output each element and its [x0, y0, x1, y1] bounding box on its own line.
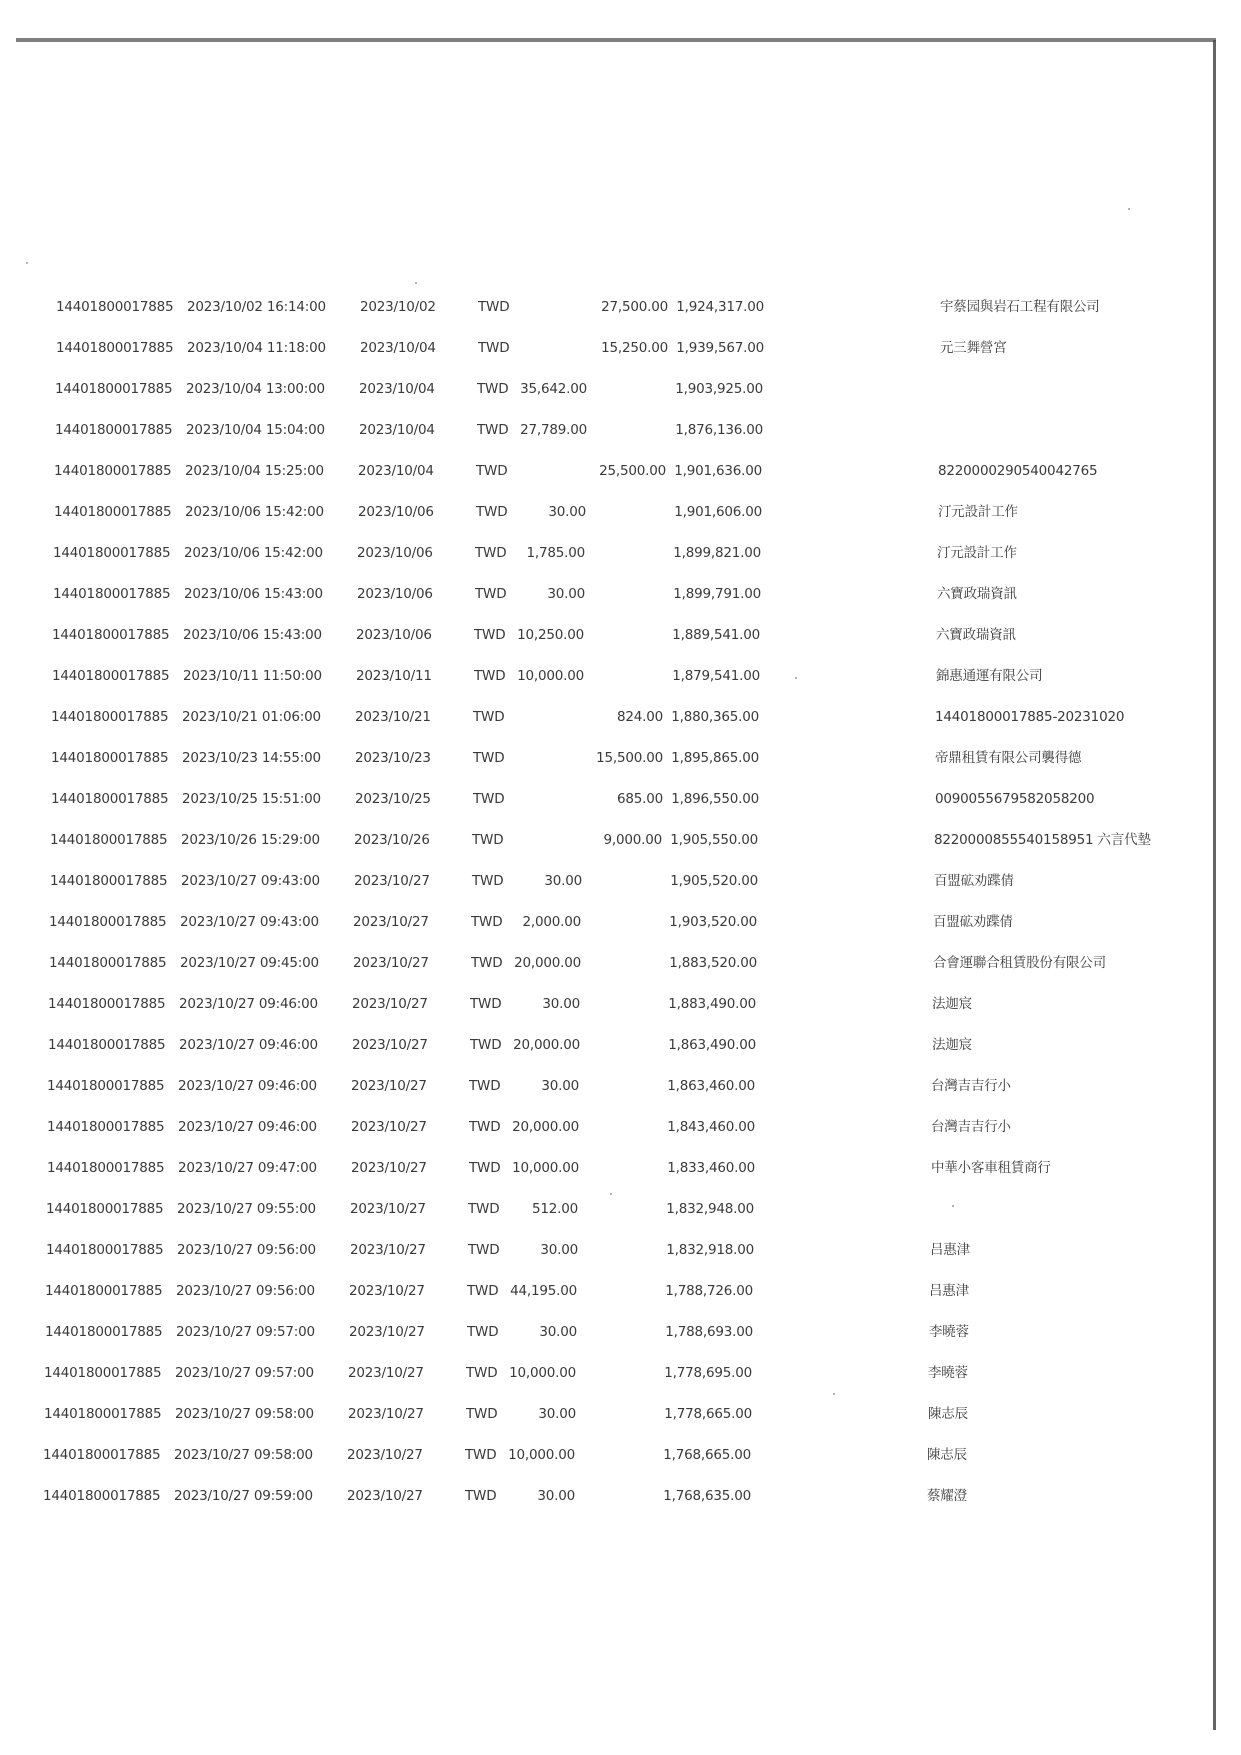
value-date-cell: 2023/10/27 [347, 1447, 423, 1463]
withdrawal-amount-cell: 30.00 [542, 996, 580, 1012]
transaction-time-cell: 2023/10/27 09:46:00 [179, 1037, 318, 1053]
scan-speck [26, 262, 28, 264]
currency-cell: TWD [471, 914, 503, 930]
account-number-cell: 14401800017885 [46, 1242, 164, 1258]
currency-cell: TWD [469, 1078, 501, 1094]
table-row [0, 1312, 1230, 1353]
account-number-cell: 14401800017885 [47, 1078, 165, 1094]
memo-cell: 14401800017885-20231020 [935, 709, 1125, 725]
transaction-time-cell: 2023/10/27 09:43:00 [180, 914, 319, 930]
withdrawal-amount-cell: 30.00 [539, 1324, 577, 1340]
currency-cell: TWD [474, 627, 506, 643]
table-row [0, 943, 1234, 984]
value-date-cell: 2023/10/04 [358, 463, 434, 479]
balance-cell: 1,905,520.00 [670, 873, 758, 889]
currency-cell: TWD [466, 1406, 498, 1422]
transaction-time-cell: 2023/10/27 09:58:00 [174, 1447, 313, 1463]
memo-cell: 百盟砿劝蹀倩 [934, 873, 1014, 889]
transaction-table [0, 287, 1241, 1517]
balance-cell: 1,901,636.00 [674, 463, 762, 479]
withdrawal-amount-cell: 512.00 [531, 1201, 578, 1217]
account-number-cell: 14401800017885 [52, 627, 170, 643]
balance-cell: 1,895,865.00 [671, 750, 759, 766]
transaction-time-cell: 2023/10/27 09:43:00 [181, 873, 320, 889]
table-row [0, 615, 1237, 656]
balance-cell: 1,778,695.00 [664, 1365, 752, 1381]
currency-cell: TWD [478, 299, 510, 315]
value-date-cell: 2023/10/27 [351, 1119, 427, 1135]
deposit-amount-cell: 824.00 [616, 709, 663, 725]
balance-cell: 1,905,550.00 [670, 832, 758, 848]
currency-cell: TWD [467, 1324, 499, 1340]
currency-cell: TWD [477, 381, 509, 397]
account-number-cell: 14401800017885 [43, 1488, 161, 1504]
currency-cell: TWD [474, 668, 506, 684]
balance-cell: 1,833,460.00 [667, 1160, 755, 1176]
transaction-time-cell: 2023/10/04 15:04:00 [186, 422, 325, 438]
value-date-cell: 2023/10/27 [348, 1406, 424, 1422]
table-row [0, 656, 1237, 697]
balance-cell: 1,863,460.00 [667, 1078, 755, 1094]
transaction-time-cell: 2023/10/27 09:57:00 [175, 1365, 314, 1381]
account-number-cell: 14401800017885 [43, 1447, 161, 1463]
value-date-cell: 2023/10/27 [352, 1037, 428, 1053]
currency-cell: TWD [469, 1119, 501, 1135]
transaction-time-cell: 2023/10/04 15:25:00 [185, 463, 324, 479]
currency-cell: TWD [476, 504, 508, 520]
currency-cell: TWD [478, 340, 510, 356]
account-number-cell: 14401800017885 [51, 709, 169, 725]
table-row [0, 1066, 1232, 1107]
scan-speck [1128, 208, 1130, 210]
transaction-time-cell: 2023/10/02 16:14:00 [187, 299, 326, 315]
account-number-cell: 14401800017885 [56, 299, 174, 315]
memo-cell: 法迦宸 [932, 1037, 972, 1053]
memo-cell: 李曉蓉 [928, 1365, 968, 1381]
withdrawal-amount-cell: 35,642.00 [520, 381, 587, 397]
deposit-amount-cell: 25,500.00 [599, 463, 666, 479]
transaction-time-cell: 2023/10/04 11:18:00 [187, 340, 326, 356]
withdrawal-amount-cell: 1,785.00 [526, 545, 585, 561]
memo-cell: 蔡耀澄 [927, 1488, 967, 1504]
value-date-cell: 2023/10/23 [355, 750, 431, 766]
transaction-time-cell: 2023/10/21 01:06:00 [182, 709, 321, 725]
withdrawal-amount-cell: 10,000.00 [509, 1365, 576, 1381]
balance-cell: 1,788,726.00 [665, 1283, 753, 1299]
transaction-time-cell: 2023/10/06 15:42:00 [184, 545, 323, 561]
table-row [0, 369, 1240, 410]
memo-cell: 8220000290540042765 [938, 463, 1098, 479]
currency-cell: TWD [477, 422, 509, 438]
transaction-time-cell: 2023/10/27 09:55:00 [177, 1201, 316, 1217]
table-row [0, 410, 1240, 451]
table-row [0, 1230, 1231, 1271]
transaction-time-cell: 2023/10/27 09:47:00 [178, 1160, 317, 1176]
balance-cell: 1,889,541.00 [672, 627, 760, 643]
value-date-cell: 2023/10/27 [350, 1242, 426, 1258]
account-number-cell: 14401800017885 [48, 996, 166, 1012]
value-date-cell: 2023/10/27 [352, 996, 428, 1012]
table-row [0, 328, 1241, 369]
currency-cell: TWD [466, 1365, 498, 1381]
balance-cell: 1,880,365.00 [671, 709, 759, 725]
transaction-time-cell: 2023/10/27 09:59:00 [174, 1488, 313, 1504]
value-date-cell: 2023/10/04 [359, 422, 435, 438]
withdrawal-amount-cell: 30.00 [548, 504, 586, 520]
transaction-time-cell: 2023/10/06 15:42:00 [185, 504, 324, 520]
account-number-cell: 14401800017885 [53, 586, 171, 602]
currency-cell: TWD [469, 1160, 501, 1176]
value-date-cell: 2023/10/04 [360, 340, 436, 356]
currency-cell: TWD [465, 1447, 497, 1463]
memo-cell: 陳志辰 [928, 1406, 968, 1422]
balance-cell: 1,778,665.00 [664, 1406, 752, 1422]
scan-speck [415, 282, 417, 284]
balance-cell: 1,939,567.00 [676, 340, 764, 356]
memo-cell: 合會運聯合租賃股份有限公司 [933, 955, 1106, 971]
account-number-cell: 14401800017885 [47, 1160, 165, 1176]
account-number-cell: 14401800017885 [56, 340, 174, 356]
account-number-cell: 14401800017885 [45, 1324, 163, 1340]
withdrawal-amount-cell: 20,000.00 [513, 1037, 580, 1053]
table-row [0, 1353, 1229, 1394]
deposit-amount-cell: 685.00 [616, 791, 663, 807]
table-row [0, 287, 1241, 328]
table-row [0, 820, 1235, 861]
value-date-cell: 2023/10/06 [358, 504, 434, 520]
table-row [0, 779, 1236, 820]
transaction-time-cell: 2023/10/06 15:43:00 [184, 586, 323, 602]
account-number-cell: 14401800017885 [51, 750, 169, 766]
transaction-time-cell: 2023/10/27 09:46:00 [178, 1119, 317, 1135]
account-number-cell: 14401800017885 [51, 791, 169, 807]
transaction-time-cell: 2023/10/27 09:46:00 [179, 996, 318, 1012]
account-number-cell: 14401800017885 [50, 873, 168, 889]
account-number-cell: 14401800017885 [45, 1283, 163, 1299]
account-number-cell: 14401800017885 [53, 545, 171, 561]
withdrawal-amount-cell: 20,000.00 [512, 1119, 579, 1135]
table-row [0, 1476, 1228, 1517]
value-date-cell: 2023/10/27 [349, 1324, 425, 1340]
memo-cell: 六寶政瑞資訊 [936, 627, 1016, 643]
memo-cell: 宇蔡园與岩石工程有限公司 [940, 299, 1100, 315]
transaction-time-cell: 2023/10/27 09:56:00 [176, 1283, 315, 1299]
memo-cell: 李曉蓉 [929, 1324, 969, 1340]
memo-cell: 陳志辰 [927, 1447, 967, 1463]
memo-cell: 吕惠津 [930, 1242, 970, 1258]
balance-cell: 1,903,520.00 [669, 914, 757, 930]
currency-cell: TWD [470, 1037, 502, 1053]
value-date-cell: 2023/10/27 [348, 1365, 424, 1381]
memo-cell: 中華小客車租賃商行 [931, 1160, 1051, 1176]
value-date-cell: 2023/10/27 [351, 1160, 427, 1176]
withdrawal-amount-cell: 30.00 [537, 1488, 575, 1504]
table-row [0, 1148, 1232, 1189]
account-number-cell: 14401800017885 [55, 422, 173, 438]
transaction-time-cell: 2023/10/04 13:00:00 [186, 381, 325, 397]
value-date-cell: 2023/10/26 [354, 832, 430, 848]
currency-cell: TWD [472, 832, 504, 848]
value-date-cell: 2023/10/27 [351, 1078, 427, 1094]
deposit-amount-cell: 27,500.00 [601, 299, 668, 315]
balance-cell: 1,863,490.00 [668, 1037, 756, 1053]
account-number-cell: 14401800017885 [47, 1119, 165, 1135]
table-row [0, 861, 1235, 902]
memo-cell: 六寶政瑞資訊 [937, 586, 1017, 602]
withdrawal-amount-cell: 30.00 [541, 1078, 579, 1094]
withdrawal-amount-cell: 30.00 [538, 1406, 576, 1422]
transaction-time-cell: 2023/10/27 09:46:00 [178, 1078, 317, 1094]
currency-cell: TWD [473, 750, 505, 766]
balance-cell: 1,788,693.00 [665, 1324, 753, 1340]
balance-cell: 1,876,136.00 [675, 422, 763, 438]
value-date-cell: 2023/10/27 [353, 914, 429, 930]
balance-cell: 1,899,791.00 [673, 586, 761, 602]
table-row [0, 574, 1238, 615]
table-row [0, 1025, 1233, 1066]
withdrawal-amount-cell: 20,000.00 [514, 955, 581, 971]
account-number-cell: 14401800017885 [44, 1365, 162, 1381]
withdrawal-amount-cell: 10,000.00 [512, 1160, 579, 1176]
table-row [0, 738, 1236, 779]
table-row [0, 451, 1239, 492]
currency-cell: TWD [473, 791, 505, 807]
balance-cell: 1,879,541.00 [672, 668, 760, 684]
deposit-amount-cell: 15,250.00 [601, 340, 668, 356]
memo-cell: 吕惠津 [929, 1283, 969, 1299]
table-row [0, 697, 1236, 738]
currency-cell: TWD [471, 955, 503, 971]
memo-cell: 百盟砿劝蹀倩 [933, 914, 1013, 930]
table-row [0, 902, 1234, 943]
currency-cell: TWD [468, 1242, 500, 1258]
transaction-time-cell: 2023/10/27 09:45:00 [180, 955, 319, 971]
table-row [0, 1189, 1231, 1230]
account-number-cell: 14401800017885 [46, 1201, 164, 1217]
currency-cell: TWD [472, 873, 504, 889]
account-number-cell: 14401800017885 [54, 504, 172, 520]
memo-cell: 台灣吉吉行小 [931, 1119, 1011, 1135]
account-number-cell: 14401800017885 [54, 463, 172, 479]
balance-cell: 1,901,606.00 [674, 504, 762, 520]
transaction-time-cell: 2023/10/23 14:55:00 [182, 750, 321, 766]
value-date-cell: 2023/10/25 [355, 791, 431, 807]
table-row [0, 1107, 1232, 1148]
memo-cell: 帝鼎租賃有限公司襲得德 [935, 750, 1082, 766]
value-date-cell: 2023/10/02 [360, 299, 436, 315]
value-date-cell: 2023/10/06 [356, 627, 432, 643]
value-date-cell: 2023/10/11 [356, 668, 432, 684]
value-date-cell: 2023/10/27 [349, 1283, 425, 1299]
value-date-cell: 2023/10/27 [353, 955, 429, 971]
value-date-cell: 2023/10/06 [357, 586, 433, 602]
table-row [0, 1271, 1230, 1312]
account-number-cell: 14401800017885 [49, 914, 167, 930]
memo-cell: 元三舞營宮 [940, 340, 1007, 356]
value-date-cell: 2023/10/06 [357, 545, 433, 561]
value-date-cell: 2023/10/27 [347, 1488, 423, 1504]
balance-cell: 1,768,635.00 [663, 1488, 751, 1504]
currency-cell: TWD [470, 996, 502, 1012]
value-date-cell: 2023/10/27 [354, 873, 430, 889]
table-row [0, 984, 1233, 1025]
memo-cell: 汀元設計工作 [938, 504, 1018, 520]
transaction-time-cell: 2023/10/25 15:51:00 [182, 791, 321, 807]
balance-cell: 1,924,317.00 [676, 299, 764, 315]
transaction-time-cell: 2023/10/27 09:57:00 [176, 1324, 315, 1340]
memo-cell: 汀元設計工作 [937, 545, 1017, 561]
balance-cell: 1,832,948.00 [666, 1201, 754, 1217]
memo-cell: 8220000855540158951 六言代墊 [934, 832, 1151, 848]
currency-cell: TWD [465, 1488, 497, 1504]
withdrawal-amount-cell: 30.00 [544, 873, 582, 889]
currency-cell: TWD [475, 545, 507, 561]
withdrawal-amount-cell: 44,195.00 [510, 1283, 577, 1299]
account-number-cell: 14401800017885 [55, 381, 173, 397]
withdrawal-amount-cell: 30.00 [547, 586, 585, 602]
transaction-time-cell: 2023/10/26 15:29:00 [181, 832, 320, 848]
withdrawal-amount-cell: 2,000.00 [522, 914, 581, 930]
withdrawal-amount-cell: 10,000.00 [517, 668, 584, 684]
memo-cell: 錦惠通運有限公司 [936, 668, 1043, 684]
top-border-rule [16, 38, 1216, 42]
balance-cell: 1,903,925.00 [675, 381, 763, 397]
transaction-time-cell: 2023/10/11 11:50:00 [183, 668, 322, 684]
currency-cell: TWD [476, 463, 508, 479]
memo-cell: 台灣吉吉行小 [931, 1078, 1011, 1094]
currency-cell: TWD [475, 586, 507, 602]
balance-cell: 1,883,520.00 [669, 955, 757, 971]
balance-cell: 1,896,550.00 [671, 791, 759, 807]
balance-cell: 1,768,665.00 [663, 1447, 751, 1463]
value-date-cell: 2023/10/21 [355, 709, 431, 725]
withdrawal-amount-cell: 10,000.00 [508, 1447, 575, 1463]
transaction-time-cell: 2023/10/06 15:43:00 [183, 627, 322, 643]
balance-cell: 1,843,460.00 [667, 1119, 755, 1135]
balance-cell: 1,832,918.00 [666, 1242, 754, 1258]
value-date-cell: 2023/10/27 [350, 1201, 426, 1217]
currency-cell: TWD [467, 1283, 499, 1299]
transaction-time-cell: 2023/10/27 09:56:00 [177, 1242, 316, 1258]
account-number-cell: 14401800017885 [49, 955, 167, 971]
table-row [0, 492, 1239, 533]
balance-cell: 1,883,490.00 [668, 996, 756, 1012]
withdrawal-amount-cell: 30.00 [540, 1242, 578, 1258]
withdrawal-amount-cell: 10,250.00 [517, 627, 584, 643]
memo-cell: 法迦宸 [932, 996, 972, 1012]
account-number-cell: 14401800017885 [52, 668, 170, 684]
table-row [0, 533, 1238, 574]
account-number-cell: 14401800017885 [44, 1406, 162, 1422]
withdrawal-amount-cell: 27,789.00 [520, 422, 587, 438]
currency-cell: TWD [468, 1201, 500, 1217]
table-row [0, 1435, 1228, 1476]
value-date-cell: 2023/10/04 [359, 381, 435, 397]
account-number-cell: 14401800017885 [50, 832, 168, 848]
memo-cell: 0090055679582058200 [935, 791, 1095, 807]
account-number-cell: 14401800017885 [48, 1037, 166, 1053]
currency-cell: TWD [473, 709, 505, 725]
transaction-time-cell: 2023/10/27 09:58:00 [175, 1406, 314, 1422]
deposit-amount-cell: 9,000.00 [603, 832, 662, 848]
balance-cell: 1,899,821.00 [673, 545, 761, 561]
deposit-amount-cell: 15,500.00 [596, 750, 663, 766]
table-row [0, 1394, 1229, 1435]
